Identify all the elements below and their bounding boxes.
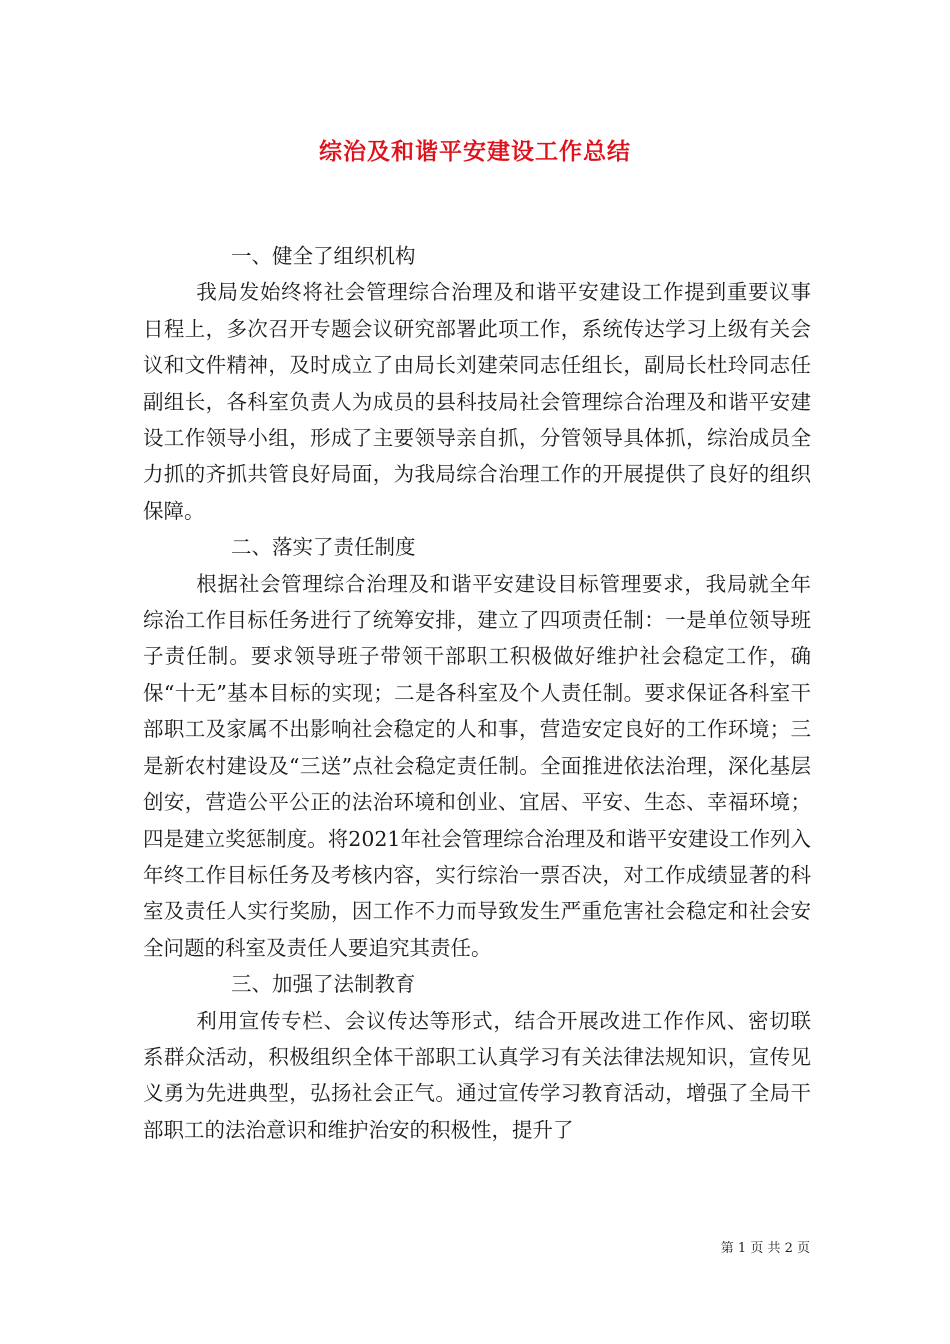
section-heading: 一、健全了组织机构	[231, 244, 416, 268]
section-paragraph: 我局发始终将社会管理综合治理及和谐平安建设工作提到重要议事日程上，多次召开专题会议研究部署此项工作，系统传达学习上级有关会议和文件精神，及时成立了由局长刘建荣同志任组长，副局长杜玲同志任副组长，各科室负责人为成员的县科技局社会管理综合治理及和谐平安建设工作领导小组，形成了主要领导亲自抓，分管领导具体抓，综治成员全力抓的齐抓共管良好局面，为我局综合治理工作的开展提供了良好的组织保障。	[143, 280, 811, 523]
section-heading: 三、加强了法制教育	[231, 972, 416, 997]
document-body	[143, 238, 811, 1148]
section-heading: 二、落实了责任制度	[231, 535, 416, 560]
section-paragraph: 根据社会管理综合治理及和谐平安建设目标管理要求，我局就全年综治工作目标任务进行了统筹安排，建立了四项责任制：一是单位领导班子责任制。要求领导班子带领干部职工积极做好维护社会稳定工作，确保“十无”基本目标的实现；二是各科室及个人责任制。要求保证各科室干部职工及家属不出影响社会稳定的人和事，营造安定良好的工作环境；三是新农村建设及“三送”点社会稳定责任制。全面推进依法治理，深化基层创安，营造公平公正的法治环境和创业、宜居、平安、生态、幸福环境；四是建立奖惩制度。将2021年社会管理综合治理及和谐平安建设工作列入年终工作目标任务及考核内容，实行综治一票否决，对工作成绩显著的科室及责任人实行奖励，因工作不力而导致发生严重危害社会稳定和社会安全问题的科室及责任人要追究其责任。	[143, 571, 811, 960]
page-number: 第 1 页 共 2 页	[720, 1241, 810, 1256]
document-title: 综治及和谐平安建设工作总结	[319, 138, 631, 165]
section-paragraph: 利用宣传专栏、会议传达等形式，结合开展改进工作作风、密切联系群众活动，积极组织全体干部职工认真学习有关法律法规知识，宣传见义勇为先进典型，弘扬社会正气。通过宣传学习教育活动，增强了全局干部职工的法治意识和维护治安的积极性，提升了	[143, 1008, 811, 1142]
